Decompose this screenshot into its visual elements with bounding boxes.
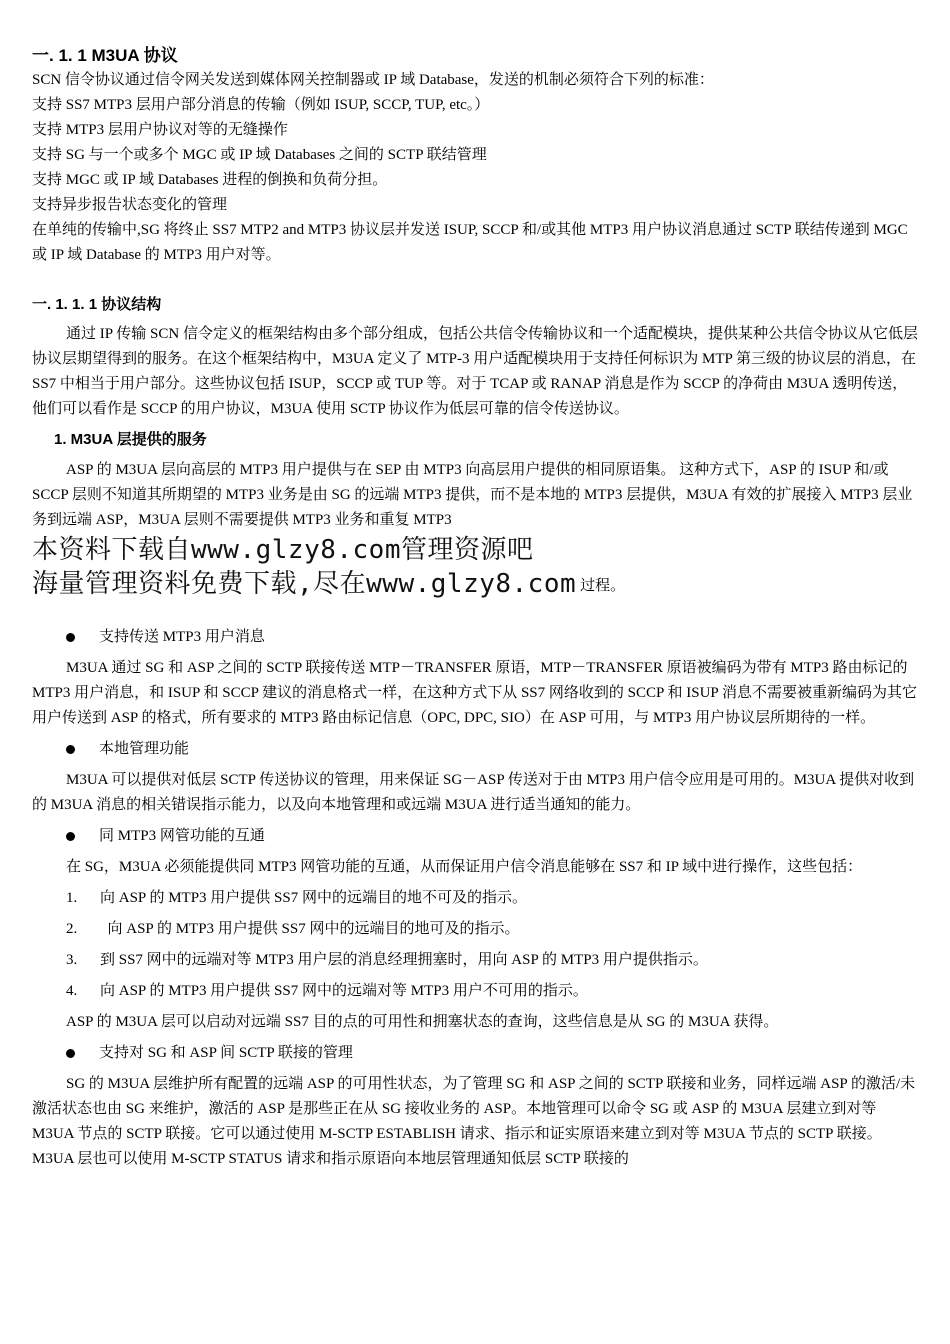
section-title: 一. 1. 1 M3UA 协议 — [32, 46, 178, 65]
list-text: 向 ASP 的 MTP3 用户提供 SS7 网中的远端目的地可及的指示。 — [100, 921, 520, 937]
bullet-item — [66, 625, 920, 650]
list-item — [66, 886, 920, 911]
watermark-line-2: 海量管理资料免费下载,尽在www.glzy8.com — [32, 569, 577, 599]
intro-paragraph: 在单纯的传输中,SG 将终止 SS7 MTP2 and MTP3 协议层并发送 ISUP, SCCP 和/或其他 MTP3 用户协议消息通过 SCTP 联结传递到 MGC 或 IP 域 Database 的 MTP3 用户对等。 — [32, 222, 908, 263]
intro-line: 支持 SS7 MTP3 层用户部分消息的传输（例如 ISUP, SCCP, TUP, etc。） — [32, 97, 490, 113]
bullet-label: 本地管理功能 — [99, 741, 190, 757]
intro-line: 支持异步报告状态变化的管理 — [32, 197, 228, 213]
bullet-icon — [66, 633, 75, 642]
bullet-paragraph: ASP 的 M3UA 层可以启动对远端 SS7 目的点的可用性和拥塞状态的查询，这些信息是从 SG 的 M3UA 获得。 — [66, 1014, 779, 1030]
bullet-label: 支持传送 MTP3 用户消息 — [99, 629, 265, 645]
list-number: 3. — [66, 952, 78, 968]
bullet-icon — [66, 1049, 75, 1058]
services-paragraph: ASP 的 M3UA 层向高层的 MTP3 用户提供与在 SEP 由 MTP3 向高层用户提供的相同原语集。 这种方式下，ASP 的 ISUP 和/或 SCCP 层则不知道其所期望的 MTP3 业务是由 SG 的远端 MTP3 提供，而不是本地的 MTP3 层提供，M3UA 有效的扩展接入 MTP3 层业务到远端 ASP，M3UA 层则不需要提供 MTP3 业务和重复 MTP3 — [32, 462, 913, 528]
intro-line: 支持 MGC 或 IP 域 Databases 进程的倒换和负荷分担。 — [32, 172, 388, 188]
intro-line: 支持 SG 与一个或多个 MGC 或 IP 域 Databases 之间的 SCTP 联结管理 — [32, 147, 487, 163]
bullet-paragraph: M3UA 可以提供对低层 SCTP 传送协议的管理，用来保证 SG－ASP 传送对于由 MTP3 用户信令应用是可用的。M3UA 提供对收到的 M3UA 消息的相关错误指示能力，以及向本地管理和或远端 M3UA 进行适当通知的能力。 — [32, 772, 915, 813]
list-item — [66, 917, 920, 942]
intro-line: SCN 信令协议通过信令网关发送到媒体网关控制器或 IP 域 Database，发送的机制必须符合下列的标准： — [32, 72, 714, 88]
list-number: 4. — [66, 983, 78, 999]
watermark-line-1: 本资料下载自www.glzy8.com管理资源吧 — [32, 535, 534, 565]
bullet-item — [66, 1041, 920, 1066]
list-number: 1. — [66, 890, 78, 906]
list-text: 向 ASP 的 MTP3 用户提供 SS7 网中的远端目的地不可及的指示。 — [100, 890, 527, 906]
document-page — [32, 44, 920, 1172]
list-item — [66, 948, 920, 973]
bullet-item — [66, 824, 920, 849]
protocol-structure-paragraph: 通过 IP 传输 SCN 信令定义的框架结构由多个部分组成，包括公共信令传输协议和一个适配模块，提供某种公共信令协议从它低层协议层期望得到的服务。在这个框架结构中，M3UA 定义了 MTP-3 用户适配模块用于支持任何标识为 MTP 第三级的协议层的消息，在 SS7 中相当于用户部分。这些协议包括 ISUP，SCCP 或 TUP 等。对于 TCAP 或 RANAP 消息是作为 SCCP 的净荷由 M3UA 透明传送，他们可以看作是 SCCP 的用户协议，M3UA 使用 SCTP 协议作为低层可靠的信令传送协议。 — [32, 326, 918, 417]
bullet-paragraph: M3UA 通过 SG 和 ASP 之间的 SCTP 联接传送 MTP－TRANSFER 原语，MTP－TRANSFER 原语被编码为带有 MTP3 路由标记的 MTP3 用户消息，和 ISUP 和 SCCP 建议的消息格式一样，在这种方式下从 SS7 网络收到的 SCCP 和 ISUP 消息不需要被重新编码为其它用户传送到 ASP 的格式，所有要求的 MTP3 路由标记信息（OPC, DPC, SIO）在 ASP 可用，与 MTP3 用户协议层所期待的一样。 — [32, 660, 917, 726]
subsection-title: 一. 1. 1. 1 协议结构 — [32, 296, 162, 313]
list-number: 2. — [66, 921, 78, 937]
intro-line: 支持 MTP3 层用户协议对等的无缝操作 — [32, 122, 288, 138]
bullet-paragraph: SG 的 M3UA 层维护所有配置的远端 ASP 的可用性状态，为了管理 SG 和 ASP 之间的 SCTP 联接和业务，同样远端 ASP 的激活/未激活状态也由 SG 来维护，激活的 ASP 是那些正在从 SG 接收业务的 ASP。本地管理可以命令 SG 或 ASP 的 M3UA 层建立到对等 M3UA 节点的 SCTP 联接。它可以通过使用 M-SCTP ESTABLISH 请求、指示和证实原语来建立到对等 M3UA 节点的 SCTP 联接。M3UA 层也可以使用 M-SCTP STATUS 请求和指示原语向本地层管理通知低层 SCTP 联接的 — [32, 1076, 916, 1167]
bullet-paragraph: 在 SG，M3UA 必须能提供同 MTP3 网管功能的互通，从而保证用户信令消息能够在 SS7 和 IP 域中进行操作，这些包括： — [66, 859, 863, 875]
bullet-label: 支持对 SG 和 ASP 间 SCTP 联接的管理 — [99, 1045, 353, 1061]
bullet-icon — [66, 745, 75, 754]
list-text: 到 SS7 网中的远端对等 MTP3 用户层的消息经理拥塞时，用向 ASP 的 MTP3 用户提供指示。 — [100, 952, 708, 968]
services-title: 1. M3UA 层提供的服务 — [54, 431, 207, 448]
bullet-label: 同 MTP3 网管功能的互通 — [99, 828, 265, 844]
list-text: 向 ASP 的 MTP3 用户提供 SS7 网中的远端对等 MTP3 用户不可用的指示。 — [100, 983, 588, 999]
list-item — [66, 979, 920, 1004]
services-paragraph-tail: 过程。 — [580, 578, 626, 594]
bullet-item — [66, 737, 920, 762]
bullet-icon — [66, 832, 75, 841]
